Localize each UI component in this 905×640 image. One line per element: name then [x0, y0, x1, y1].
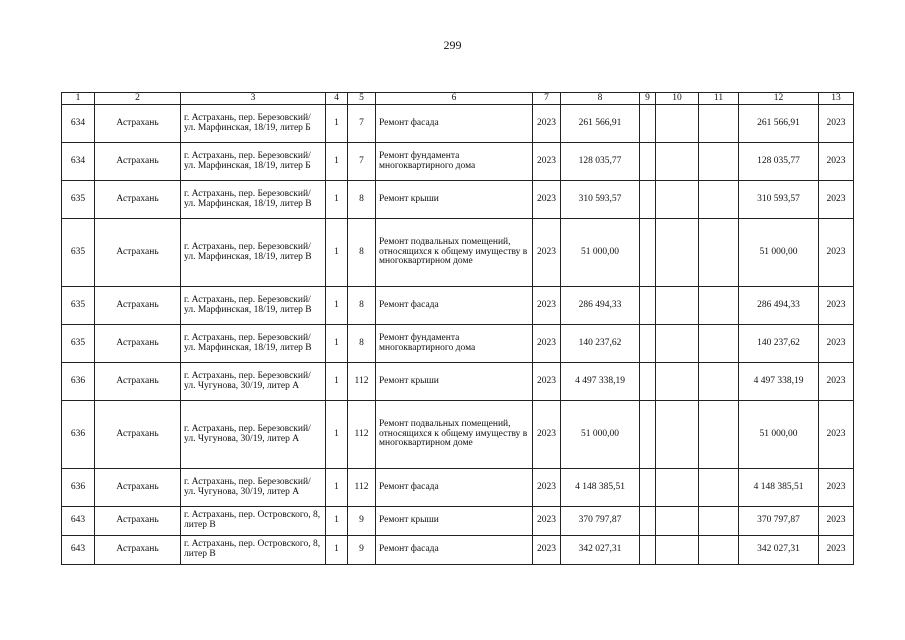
- col13-year-cell: 2023: [819, 507, 854, 536]
- col13-year-cell: 2023: [819, 469, 854, 507]
- col13-year-cell: 2023: [819, 143, 854, 181]
- col9-cell: [640, 507, 656, 536]
- total-cost-cell: 370 797,87: [561, 507, 640, 536]
- col5-cell: 7: [348, 105, 376, 143]
- total-cost-cell: 4 497 338,19: [561, 363, 640, 401]
- column-header: 4: [326, 93, 348, 105]
- col10-cell: [656, 469, 699, 507]
- row-number-cell: 643: [62, 536, 95, 565]
- work-type-cell: Ремонт фасада: [376, 287, 533, 325]
- row-number-cell: 636: [62, 469, 95, 507]
- year-cell: 2023: [533, 507, 561, 536]
- col10-cell: [656, 507, 699, 536]
- col12-cost-cell: 128 035,77: [739, 143, 819, 181]
- column-header: 2: [95, 93, 181, 105]
- col13-year-cell: 2023: [819, 325, 854, 363]
- col5-cell: 8: [348, 287, 376, 325]
- table-body: [62, 105, 854, 565]
- col4-cell: 1: [326, 401, 348, 469]
- col5-cell: 112: [348, 363, 376, 401]
- row-number-cell: 635: [62, 181, 95, 219]
- row-number-cell: 634: [62, 105, 95, 143]
- header-row: [62, 93, 854, 105]
- address-cell: г. Астрахань, пер. Березовский/ ул. Чугунова, 30/19, литер А: [181, 401, 326, 469]
- col10-cell: [656, 325, 699, 363]
- column-header: 13: [819, 93, 854, 105]
- work-type-cell: Ремонт крыши: [376, 363, 533, 401]
- total-cost-cell: 261 566,91: [561, 105, 640, 143]
- row-number-cell: 635: [62, 287, 95, 325]
- row-number-cell: 634: [62, 143, 95, 181]
- address-cell: г. Астрахань, пер. Березовский/ ул. Марфинская, 18/19, литер В: [181, 325, 326, 363]
- col13-year-cell: 2023: [819, 401, 854, 469]
- col12-cost-cell: 370 797,87: [739, 507, 819, 536]
- address-cell: г. Астрахань, пер. Березовский/ ул. Марфинская, 18/19, литер В: [181, 219, 326, 287]
- col13-year-cell: 2023: [819, 105, 854, 143]
- col5-cell: 112: [348, 469, 376, 507]
- col9-cell: [640, 325, 656, 363]
- col12-cost-cell: 51 000,00: [739, 401, 819, 469]
- col11-cell: [699, 536, 739, 565]
- city-cell: Астрахань: [95, 536, 181, 565]
- year-cell: 2023: [533, 105, 561, 143]
- col11-cell: [699, 325, 739, 363]
- total-cost-cell: 4 148 385,51: [561, 469, 640, 507]
- table-row: [62, 325, 854, 363]
- col11-cell: [699, 287, 739, 325]
- table-row: [62, 536, 854, 565]
- column-header: 8: [561, 93, 640, 105]
- address-cell: г. Астрахань, пер. Островского, 8, литер В: [181, 536, 326, 565]
- col11-cell: [699, 507, 739, 536]
- city-cell: Астрахань: [95, 325, 181, 363]
- city-cell: Астрахань: [95, 507, 181, 536]
- work-type-cell: Ремонт крыши: [376, 507, 533, 536]
- col10-cell: [656, 401, 699, 469]
- row-number-cell: 643: [62, 507, 95, 536]
- col9-cell: [640, 363, 656, 401]
- column-header: 5: [348, 93, 376, 105]
- repair-table: [61, 92, 854, 565]
- col11-cell: [699, 401, 739, 469]
- column-header: 11: [699, 93, 739, 105]
- table-row: [62, 469, 854, 507]
- work-type-cell: Ремонт фасада: [376, 105, 533, 143]
- col9-cell: [640, 469, 656, 507]
- col13-year-cell: 2023: [819, 287, 854, 325]
- column-header: 6: [376, 93, 533, 105]
- col12-cost-cell: 286 494,33: [739, 287, 819, 325]
- col10-cell: [656, 536, 699, 565]
- city-cell: Астрахань: [95, 469, 181, 507]
- table-row: [62, 401, 854, 469]
- col4-cell: 1: [326, 287, 348, 325]
- address-cell: г. Астрахань, пер. Березовский/ ул. Чугунова, 30/19, литер А: [181, 469, 326, 507]
- col5-cell: 8: [348, 219, 376, 287]
- year-cell: 2023: [533, 469, 561, 507]
- work-type-cell: Ремонт фундамента многоквартирного дома: [376, 325, 533, 363]
- table-row: [62, 143, 854, 181]
- address-cell: г. Астрахань, пер. Березовский/ ул. Марфинская, 18/19, литер В: [181, 181, 326, 219]
- year-cell: 2023: [533, 363, 561, 401]
- col4-cell: 1: [326, 507, 348, 536]
- work-type-cell: Ремонт подвальных помещений, относящихся к общему имуществу в многоквартирном доме: [376, 401, 533, 469]
- address-cell: г. Астрахань, пер. Березовский/ ул. Марфинская, 18/19, литер В: [181, 287, 326, 325]
- col9-cell: [640, 287, 656, 325]
- table-row: [62, 507, 854, 536]
- col10-cell: [656, 105, 699, 143]
- column-header: 3: [181, 93, 326, 105]
- col12-cost-cell: 310 593,57: [739, 181, 819, 219]
- table-row: [62, 287, 854, 325]
- col10-cell: [656, 143, 699, 181]
- year-cell: 2023: [533, 287, 561, 325]
- col12-cost-cell: 51 000,00: [739, 219, 819, 287]
- total-cost-cell: 140 237,62: [561, 325, 640, 363]
- work-type-cell: Ремонт подвальных помещений, относящихся к общему имуществу в многоквартирном доме: [376, 219, 533, 287]
- total-cost-cell: 286 494,33: [561, 287, 640, 325]
- col4-cell: 1: [326, 143, 348, 181]
- col9-cell: [640, 219, 656, 287]
- work-type-cell: Ремонт фундамента многоквартирного дома: [376, 143, 533, 181]
- city-cell: Астрахань: [95, 363, 181, 401]
- col13-year-cell: 2023: [819, 181, 854, 219]
- col4-cell: 1: [326, 363, 348, 401]
- column-header: 10: [656, 93, 699, 105]
- work-type-cell: Ремонт фасада: [376, 469, 533, 507]
- col12-cost-cell: 342 027,31: [739, 536, 819, 565]
- total-cost-cell: 128 035,77: [561, 143, 640, 181]
- row-number-cell: 635: [62, 325, 95, 363]
- col9-cell: [640, 536, 656, 565]
- city-cell: Астрахань: [95, 287, 181, 325]
- col9-cell: [640, 401, 656, 469]
- col4-cell: 1: [326, 536, 348, 565]
- col9-cell: [640, 181, 656, 219]
- col12-cost-cell: 4 497 338,19: [739, 363, 819, 401]
- col13-year-cell: 2023: [819, 219, 854, 287]
- col12-cost-cell: 4 148 385,51: [739, 469, 819, 507]
- col10-cell: [656, 287, 699, 325]
- col5-cell: 7: [348, 143, 376, 181]
- col9-cell: [640, 105, 656, 143]
- city-cell: Астрахань: [95, 143, 181, 181]
- column-header: 9: [640, 93, 656, 105]
- col13-year-cell: 2023: [819, 363, 854, 401]
- col12-cost-cell: 140 237,62: [739, 325, 819, 363]
- city-cell: Астрахань: [95, 105, 181, 143]
- total-cost-cell: 51 000,00: [561, 219, 640, 287]
- col11-cell: [699, 219, 739, 287]
- address-cell: г. Астрахань, пер. Березовский/ ул. Марфинская, 18/19, литер Б: [181, 105, 326, 143]
- col5-cell: 112: [348, 401, 376, 469]
- year-cell: 2023: [533, 219, 561, 287]
- col10-cell: [656, 181, 699, 219]
- col11-cell: [699, 143, 739, 181]
- total-cost-cell: 342 027,31: [561, 536, 640, 565]
- col10-cell: [656, 363, 699, 401]
- year-cell: 2023: [533, 325, 561, 363]
- col11-cell: [699, 181, 739, 219]
- row-number-cell: 636: [62, 401, 95, 469]
- city-cell: Астрахань: [95, 401, 181, 469]
- table-row: [62, 219, 854, 287]
- year-cell: 2023: [533, 181, 561, 219]
- table-row: [62, 181, 854, 219]
- table-row: [62, 363, 854, 401]
- table-row: [62, 105, 854, 143]
- col4-cell: 1: [326, 105, 348, 143]
- address-cell: г. Астрахань, пер. Березовский/ ул. Чугунова, 30/19, литер А: [181, 363, 326, 401]
- year-cell: 2023: [533, 143, 561, 181]
- column-header: 7: [533, 93, 561, 105]
- year-cell: 2023: [533, 401, 561, 469]
- col4-cell: 1: [326, 219, 348, 287]
- city-cell: Астрахань: [95, 181, 181, 219]
- col11-cell: [699, 105, 739, 143]
- page-number: 299: [443, 38, 462, 52]
- row-number-cell: 636: [62, 363, 95, 401]
- row-number-cell: 635: [62, 219, 95, 287]
- col5-cell: 8: [348, 181, 376, 219]
- col13-year-cell: 2023: [819, 536, 854, 565]
- total-cost-cell: 310 593,57: [561, 181, 640, 219]
- work-type-cell: Ремонт крыши: [376, 181, 533, 219]
- work-type-cell: Ремонт фасада: [376, 536, 533, 565]
- col5-cell: 9: [348, 536, 376, 565]
- col12-cost-cell: 261 566,91: [739, 105, 819, 143]
- column-header: 12: [739, 93, 819, 105]
- col11-cell: [699, 363, 739, 401]
- col5-cell: 9: [348, 507, 376, 536]
- address-cell: г. Астрахань, пер. Островского, 8, литер В: [181, 507, 326, 536]
- col11-cell: [699, 469, 739, 507]
- col9-cell: [640, 143, 656, 181]
- col4-cell: 1: [326, 181, 348, 219]
- column-header: 1: [62, 93, 95, 105]
- city-cell: Астрахань: [95, 219, 181, 287]
- total-cost-cell: 51 000,00: [561, 401, 640, 469]
- col5-cell: 8: [348, 325, 376, 363]
- address-cell: г. Астрахань, пер. Березовский/ ул. Марфинская, 18/19, литер Б: [181, 143, 326, 181]
- col4-cell: 1: [326, 325, 348, 363]
- col4-cell: 1: [326, 469, 348, 507]
- year-cell: 2023: [533, 536, 561, 565]
- col10-cell: [656, 219, 699, 287]
